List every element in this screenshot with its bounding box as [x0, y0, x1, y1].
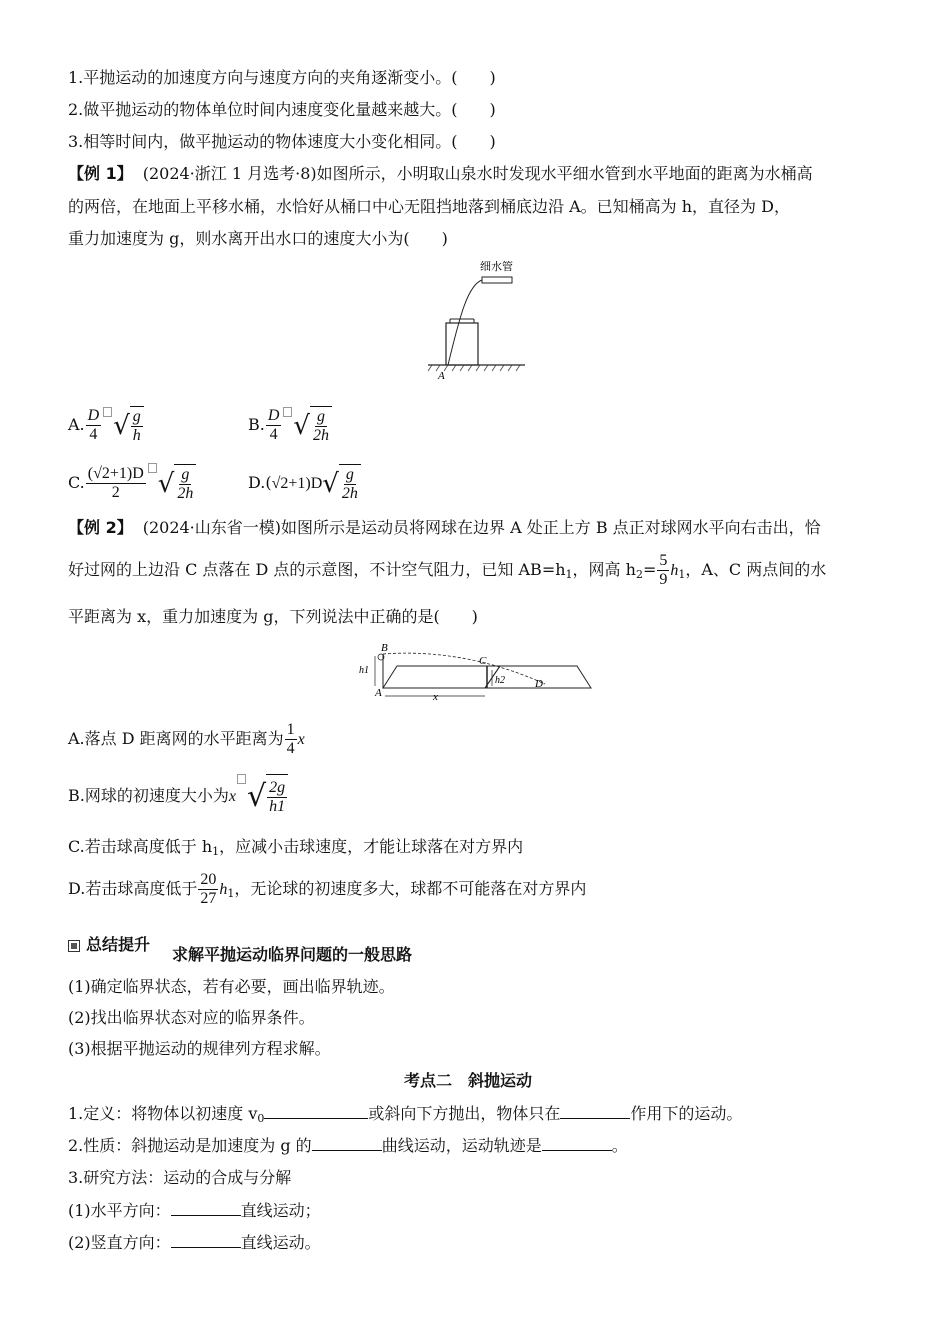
water-pipe — [482, 277, 512, 283]
summary-square-icon — [68, 940, 80, 952]
option-d-expr: √2+1)D — [271, 475, 323, 492]
summary-heading: 总结提升 — [68, 934, 150, 956]
ex2-option-a[interactable]: A.落点 D 距离网的水平距离为 $\frac{1}{4}$ x — [68, 721, 305, 757]
horizontal-direction-line: (1)水平方向： 直线运动； — [68, 1201, 321, 1220]
label-x: x — [433, 691, 438, 703]
example-2-line-1 — [68, 517, 821, 539]
example-1-line-2: 的两倍，在地面上平移水桶，水恰好从桶口中心无阻挡地落到桶底边沿 A。已知桶高为 h，直径为 D， — [68, 197, 790, 216]
property-blank-2[interactable] — [542, 1134, 612, 1151]
option-b-fraction: $\frac{D}{4}$ — [267, 407, 280, 443]
section-2-title: 考点二 斜抛运动 — [404, 1071, 533, 1090]
label-a: A — [375, 687, 382, 699]
option-d[interactable]: D.(√2+1)D √ $\frac{g}{2h}$ — [248, 461, 361, 506]
example-2-line-2: 好过网的上边沿 C 点落在 D 点的示意图，不计空气阻力，已知 $AB=h_1$，网高 $h_2=$ $\frac{5}{9}$ $h_1$，A、C 两点间的水 — [68, 552, 827, 588]
label-h2: h2 — [495, 675, 505, 686]
example-1-source: (2024·浙江 1 月选考·8) — [142, 164, 317, 183]
label-b: B — [381, 642, 388, 654]
judgment-3: 3.相等时间内，做平抛运动的物体速度大小变化相同。( ) — [68, 132, 496, 151]
example-1-line-3: 重力加速度为 g，则水离开出水口的速度大小为( ) — [68, 229, 448, 248]
example-1-label: 【例 1】 — [68, 164, 133, 183]
ex2-option-b[interactable]: B.网球的初速度大小为x √ $\frac{2g}{h1}$ — [68, 772, 288, 821]
judgment-1: 1.平抛运动的加速度方向与速度方向的夹角逐渐变小。( ) — [68, 68, 496, 87]
example-2-label: 【例 2】 — [68, 518, 133, 537]
summary-item-1: (1)确定临界状态，若有必要，画出临界轨迹。 — [68, 977, 395, 996]
method-line: 3.研究方法：运动的合成与分解 — [68, 1168, 292, 1187]
pipe-label: 细水管 — [480, 260, 513, 273]
option-d-letter: D.( — [248, 473, 272, 492]
horizontal-blank[interactable] — [171, 1199, 241, 1216]
example-1-line-1 — [68, 163, 813, 185]
example-2-text-a: 如图所示是运动员将网球在边界 A 处正上方 B 点正对球网水平向右击出，恰 — [281, 518, 821, 537]
option-a-letter: A. — [68, 415, 85, 434]
option-b[interactable]: B. $\frac{D}{4}$ √ $\frac{g}{2h}$ — [248, 405, 332, 446]
point-a-label: A — [438, 370, 445, 382]
judgment-2: 2.做平抛运动的物体单位时间内速度变化量越来越大。( ) — [68, 100, 496, 119]
option-b-letter: B. — [248, 415, 265, 434]
ex2-option-c[interactable]: C.若击球高度低于 $h_1$，应减小击球速度，才能让球落在对方界内 — [68, 837, 524, 858]
vertical-direction-line: (2)竖直方向： 直线运动。 — [68, 1233, 321, 1252]
example-2-source: (2024·山东省一模) — [142, 518, 282, 537]
definition-blank-1[interactable] — [264, 1102, 368, 1119]
label-c: C — [479, 655, 487, 667]
summary-title: 求解平抛运动临界问题的一般思路 — [172, 945, 413, 964]
ex2-option-d[interactable]: D.若击球高度低于 $\frac{20}{27}$ $h_1$，无论球的初速度多大，球都不可能落在对方界内 — [68, 871, 587, 907]
ball-trajectory — [383, 653, 545, 684]
water-bucket-figure — [420, 255, 530, 383]
definition-blank-2[interactable] — [560, 1102, 630, 1119]
summary-item-2: (2)找出临界状态对应的临界条件。 — [68, 1008, 315, 1027]
option-c[interactable]: C. $\frac{(√2+1)D}{2}$ √ $\frac{g}{2h}$ — [68, 461, 196, 505]
label-h1: h1 — [359, 665, 369, 676]
option-a-fraction: $\frac{D}{4}$ — [87, 407, 100, 443]
summary-item-3: (3)根据平抛运动的规律列方程求解。 — [68, 1039, 331, 1058]
court-near — [383, 666, 500, 688]
definition-line: 1.定义：将物体以初速度 $v_0$ 或斜向下方抛出，物体只在 作用下的运动。 — [68, 1104, 743, 1125]
tennis-court-figure — [355, 640, 600, 706]
bucket — [446, 323, 478, 365]
example-2-line-3: 平距离为 x，重力加速度为 g，下列说法中正确的是( ) — [68, 607, 478, 626]
vertical-blank[interactable] — [171, 1231, 241, 1248]
property-line: 2.性质：斜抛运动是加速度为 g 的 曲线运动，运动轨迹是 。 — [68, 1136, 628, 1155]
example-1-text-a: 如图所示，小明取山泉水时发现水平细水管到水平地面的距离为水桶高 — [316, 164, 813, 183]
property-blank-1[interactable] — [312, 1134, 382, 1151]
option-c-letter: C. — [68, 473, 85, 492]
label-d: D — [535, 678, 543, 690]
option-c-fraction: $\frac{(√2+1)D}{2}$ — [87, 465, 144, 501]
option-a[interactable]: A. $\frac{D}{4}$ √ $\frac{g}{h}$ — [68, 405, 144, 446]
